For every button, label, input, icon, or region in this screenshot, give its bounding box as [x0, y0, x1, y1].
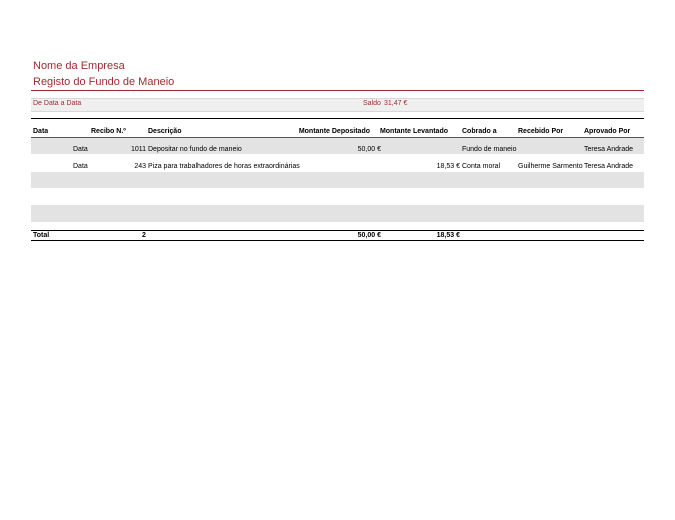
- title-divider: [31, 90, 644, 91]
- total-withdrawn: 18,53 €: [436, 232, 460, 239]
- period-band: [31, 98, 644, 112]
- column-header-deposited: Montante Depositado: [298, 128, 370, 135]
- cell-receipt: 1011: [130, 146, 146, 153]
- total-count: 2: [142, 232, 146, 239]
- column-header-receipt: Recibo N.º: [91, 128, 126, 135]
- cell-receipt: 243: [134, 163, 146, 170]
- row-stripe: [31, 172, 644, 188]
- cell-description: Piza para trabalhadores de horas extraordinárias: [148, 163, 300, 170]
- balance-label: Saldo: [363, 100, 381, 107]
- cell-approved-by: Teresa Andrade: [584, 163, 634, 170]
- cell-received-by: Guilherme Sarmento: [518, 163, 583, 170]
- cell-description: Depositar no fundo de maneio: [148, 146, 242, 153]
- totals-top-rule: [31, 230, 644, 231]
- total-deposited: 50,00 €: [357, 232, 381, 239]
- cell-withdrawn: 18,53 €: [436, 163, 460, 170]
- column-header-charged-to: Cobrado a: [462, 128, 497, 135]
- row-stripe: [31, 205, 644, 222]
- column-header-withdrawn: Montante Levantado: [379, 128, 448, 135]
- column-header-approved-by: Aprovado Por: [584, 128, 631, 135]
- balance-value: 31,47 €: [384, 100, 408, 107]
- cell-approved-by: Teresa Andrade: [584, 146, 634, 153]
- totals-bottom-rule: [31, 240, 644, 241]
- column-header-date: Data: [33, 128, 49, 135]
- cell-charged-to: Fundo de maneio: [462, 146, 517, 153]
- period-label: De Data a Data: [33, 100, 82, 107]
- cell-deposited: 50,00 €: [357, 146, 381, 153]
- column-header-description: Descrição: [148, 128, 182, 135]
- page-title: Registo do Fundo de Maneio: [33, 76, 175, 88]
- column-header-received-by: Recebido Por: [518, 128, 564, 135]
- total-label: Total: [33, 232, 50, 239]
- header-top-rule: [31, 118, 644, 119]
- cell-date: Data: [73, 163, 88, 170]
- cell-date: Data: [73, 146, 88, 153]
- company-name: Nome da Empresa: [33, 60, 125, 72]
- cell-charged-to: Conta moral: [462, 163, 501, 170]
